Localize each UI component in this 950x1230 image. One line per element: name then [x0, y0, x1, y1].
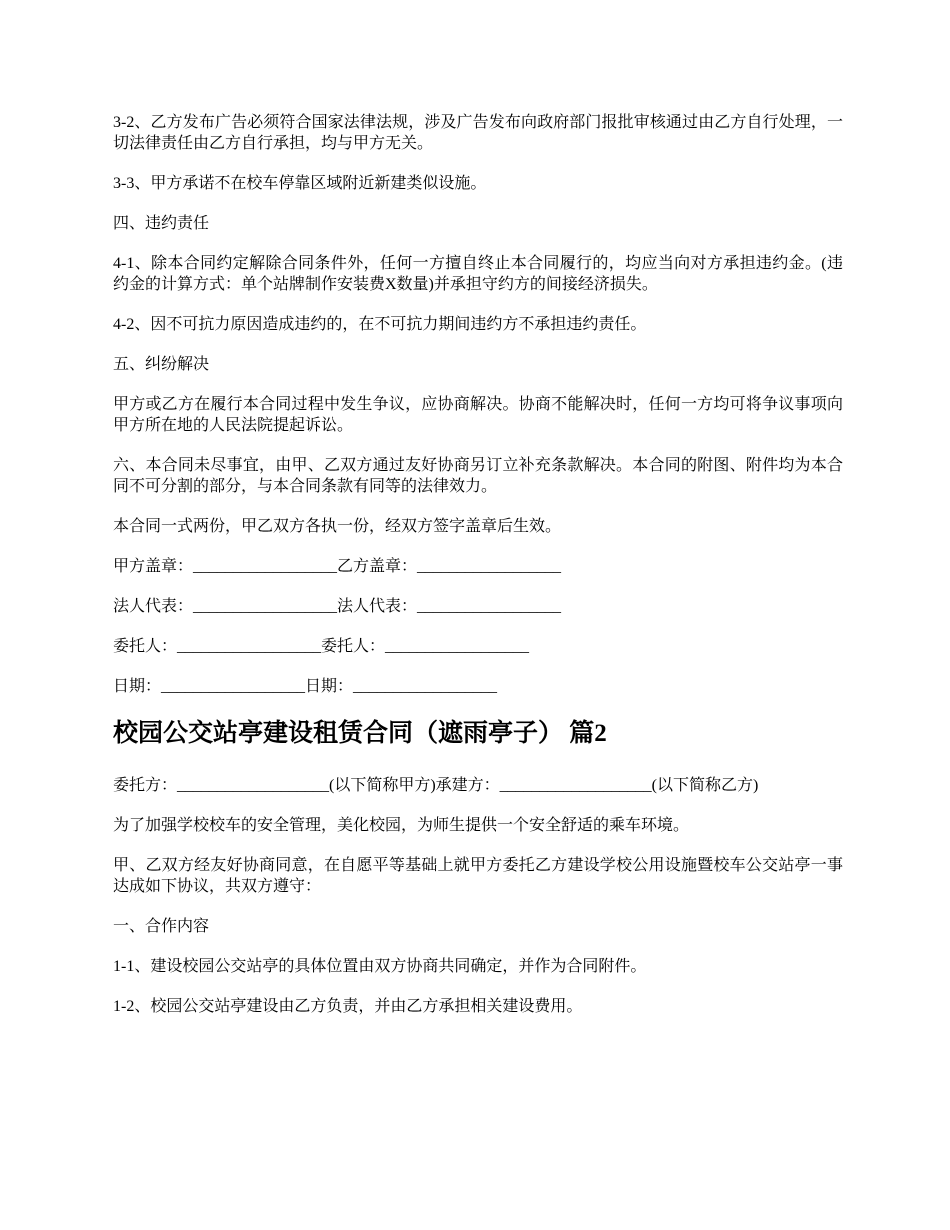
signature-line-date: 日期：__________________日期：__________________	[113, 678, 498, 695]
clause-1-2: 1-2、校园公交站亭建设由乙方负责，并由乙方承担相关建设费用。	[113, 998, 583, 1015]
clause-4-2: 4-2、因不可抗力原因造成违约的，在不可抗力期间违约方不承担违约责任。	[113, 316, 647, 333]
clause-1-1: 1-1、建设校园公交站亭的具体位置由双方协商共同确定，并作为合同附件。	[113, 958, 647, 975]
purpose-paragraph: 为了加强学校校车的安全管理，美化校园，为师生提供一个安全舒适的乘车环境。	[113, 817, 690, 834]
section-title: 校园公交站亭建设租赁合同（遮雨亭子） 篇2	[113, 720, 607, 747]
parties-paragraph: 委托方：___________________(以下简称甲方)承建方：___________________(以下简称乙方)	[113, 777, 759, 794]
heading-dispute-resolution: 五、纠纷解决	[113, 356, 210, 373]
document-page	[113, 112, 843, 1036]
agreement-paragraph: 甲、乙双方经友好协商同意，在自愿平等基础上就甲方委托乙方建设学校公用设施暨校车公交站亭一事达成如下协议，共双方遵守：	[113, 857, 843, 895]
signature-line-seal: 甲方盖章：__________________乙方盖章：__________________	[113, 558, 562, 575]
signature-line-agent: 委托人：__________________委托人：__________________	[113, 638, 530, 655]
dispute-paragraph: 甲方或乙方在履行本合同过程中发生争议，应协商解决。协商不能解决时，任何一方均可将争议事项向甲方所在地的人民法院提起诉讼。	[113, 396, 843, 434]
signature-line-legal-rep: 法人代表：__________________法人代表：__________________	[113, 598, 562, 615]
clause-6: 六、本合同未尽事宜，由甲、乙双方通过友好协商另订立补充条款解决。本合同的附图、附件均为本合同不可分割的部分，与本合同条款有同等的法律效力。	[113, 457, 843, 495]
clause-4-1: 4-1、除本合同约定解除合同条件外，任何一方擅自终止本合同履行的，均应当向对方承担违约金。(违约金的计算方式：单个站牌制作安装费X数量)并承担守约方的间接经济损失。	[113, 255, 843, 293]
heading-cooperation: 一、合作内容	[113, 918, 210, 935]
clause-3-3: 3-3、甲方承诺不在校车停靠区域附近新建类似设施。	[113, 175, 487, 192]
clause-3-2: 3-2、乙方发布广告必须符合国家法律法规，涉及广告发布向政府部门报批审核通过由乙方自行处理，一切法律责任由乙方自行承担，均与甲方无关。	[113, 114, 843, 152]
copies-paragraph: 本合同一式两份，甲乙双方各执一份，经双方签字盖章后生效。	[113, 518, 562, 535]
heading-breach-liability: 四、违约责任	[113, 215, 210, 232]
